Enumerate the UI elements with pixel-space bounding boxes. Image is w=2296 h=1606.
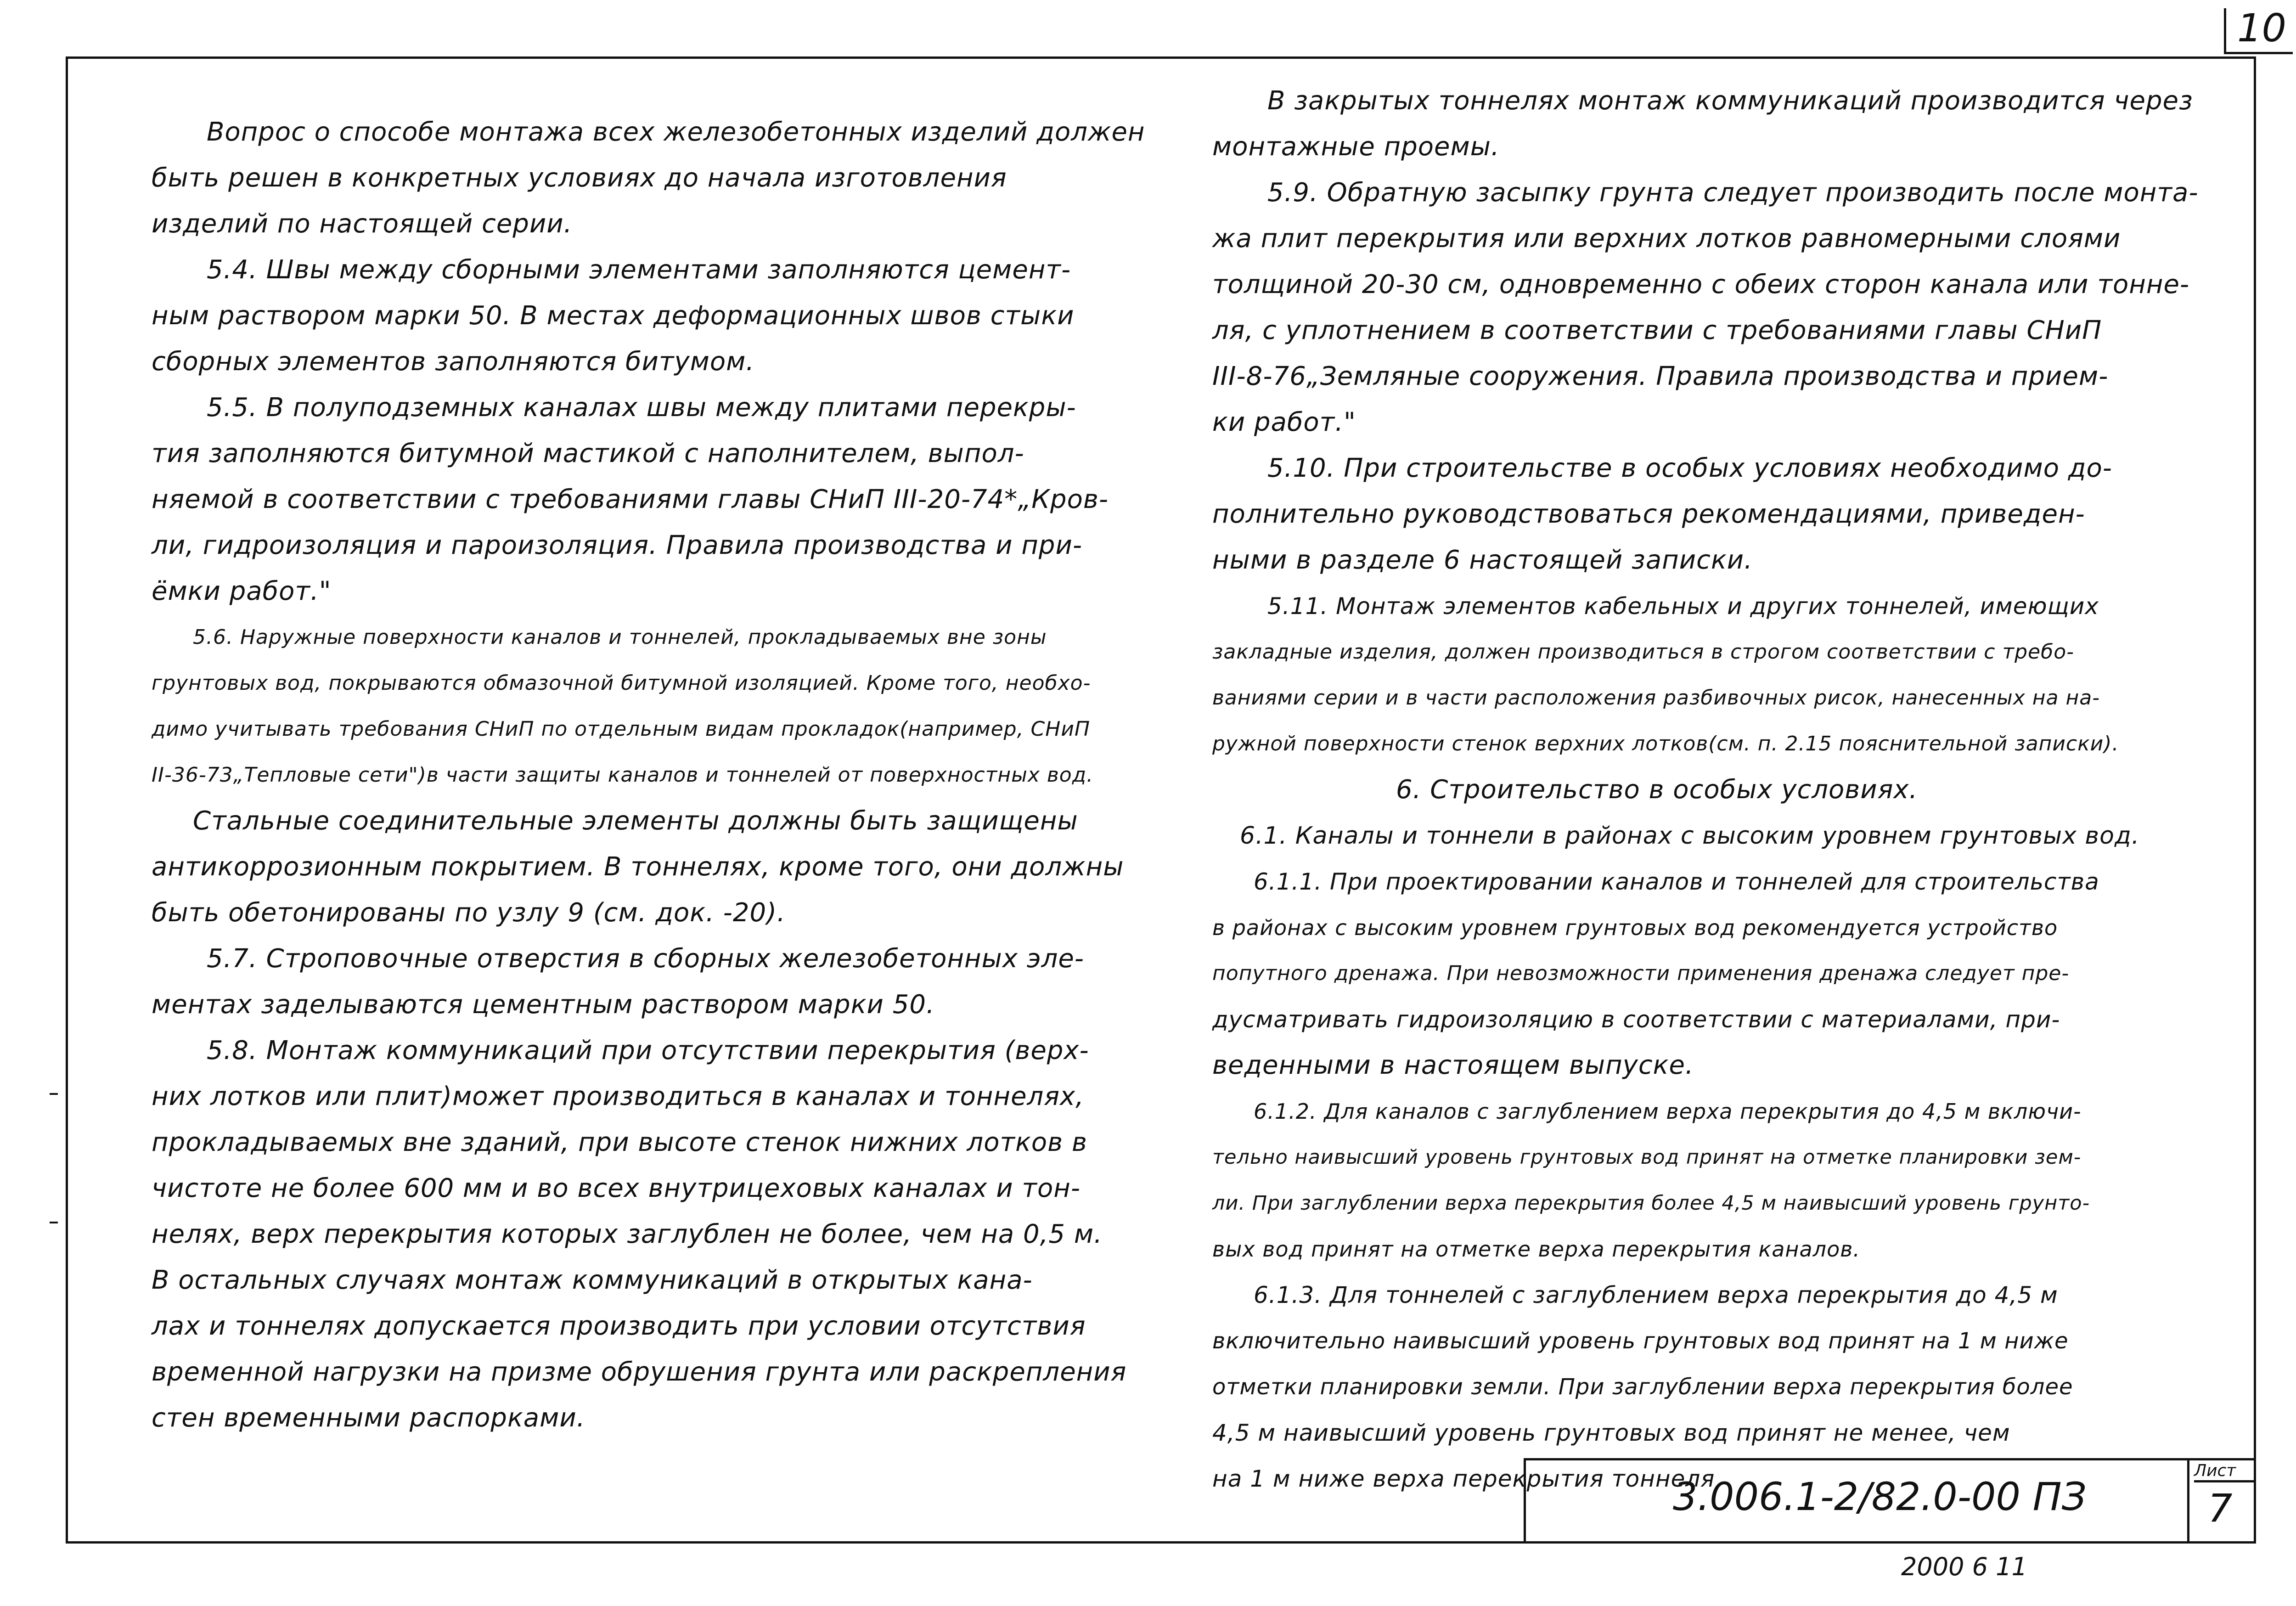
text-line: толщиной 20-30 см, одновременно с обеих сторон канала или тонне- [1212, 270, 2190, 299]
title-block [1524, 1458, 2256, 1544]
text-line: в районах с высоким уровнем грунтовых вод рекомендуется устройство [1212, 915, 2058, 940]
text-line: 6.1.2. Для каналов с заглублением верха перекрытия до 4,5 м включи- [1254, 1099, 2082, 1124]
section-heading: 6. Строительство в особых условиях. [1396, 775, 1918, 805]
text-line: 4,5 м наивысший уровень грунтовых вод принят не менее, чем [1212, 1420, 2010, 1446]
text-line: ли, гидроизоляция и пароизоляция. Правила производства и при- [152, 530, 1083, 560]
text-line: монтажные проемы. [1212, 132, 1500, 162]
left-text-column [152, 109, 1162, 1441]
text-line: няемой в соответствии с требованиями главы СНиП III-20-74*„Кров- [152, 485, 1109, 514]
sheet-number-box [2224, 8, 2293, 54]
text-line: изделий по настоящей серии. [152, 209, 573, 239]
text-line: 5.10. При строительстве в особых условиях необходимо до- [1267, 453, 2112, 483]
text-line: 6.1.3. Для тоннелей с заглублением верха перекрытия до 4,5 м [1254, 1282, 2058, 1308]
text-line: 5.7. Строповочные отверстия в сборных железобетонных эле- [207, 944, 1085, 974]
text-line: попутного дренажа. При невозможности применения дренажа следует пре- [1212, 962, 2070, 985]
text-line: 5.6. Наружные поверхности каналов и тоннелей, прокладываемых вне зоны [193, 625, 1047, 649]
text-line: ли. При заглублении верха перекрытия более 4,5 м наивысший уровень грунто- [1212, 1192, 2090, 1215]
text-line: включительно наивысший уровень грунтовых вод принят на 1 м ниже [1212, 1328, 2069, 1354]
text-line: 5.5. В полуподземных каналах швы между плитами перекры- [207, 393, 1076, 423]
text-line: димо учитывать требования СНиП по отдельным видам прокладок(например, СНиП [152, 717, 1091, 741]
text-line: них лотков или плит)может производиться в каналах и тоннелях, [152, 1082, 1084, 1111]
text-line: В остальных случаях монтаж коммуникаций в открытых кана- [152, 1265, 1033, 1295]
text-line: ваниями серии и в части расположения разбивочных рисок, нанесенных на на- [1212, 686, 2100, 710]
text-line: 5.9. Обратную засыпку грунта следует производить после монта- [1267, 178, 2199, 208]
text-line: 5.8. Монтаж коммуникаций при отсутствии перекрытия (верх- [207, 1036, 1089, 1065]
text-line: на 1 м ниже верха перекрытия тоннеля [1212, 1465, 1715, 1492]
text-line: отметки планировки земли. При заглублении верха перекрытия более [1212, 1374, 2073, 1400]
text-line: сборных элементов заполняются битумом. [152, 347, 755, 377]
text-line: ментах заделываются цементным раствором марки 50. [152, 990, 935, 1020]
text-line: жа плит перекрытия или верхних лотков равномерными слоями [1212, 224, 2121, 254]
text-line: веденными в настоящем выпуске. [1212, 1050, 1694, 1080]
text-line: грунтовых вод, покрываются обмазочной битумной изоляцией. Кроме того, необхо- [152, 671, 1091, 695]
sheet-value: 7 [2208, 1486, 2233, 1531]
text-line: нелях, верх перекрытия которых заглублен не более, чем на 0,5 м. [152, 1219, 1103, 1249]
text-line: В закрытых тоннелях монтаж коммуникаций производится через [1267, 86, 2193, 116]
text-line: тельно наивысший уровень грунтовых вод принят на отметке планировки зем- [1212, 1146, 2082, 1169]
subsection-heading: 6.1. Каналы и тоннели в районах с высоким уровнем грунтовых вод. [1240, 822, 2140, 850]
text-line: 5.11. Монтаж элементов кабельных и других тоннелей, имеющих [1267, 593, 2099, 620]
text-line: ёмки работ." [152, 576, 332, 606]
sheet-label: Лист [2194, 1461, 2254, 1482]
text-line: полнительно руководствоваться рекомендациями, приведен- [1212, 499, 2085, 529]
margin-tick [50, 1222, 58, 1223]
text-line: Стальные соединительные элементы должны быть защищены [193, 806, 1078, 836]
text-line: быть обетонированы по узлу 9 (см. док. -20). [152, 898, 786, 928]
text-line: быть решен в конкретных условиях до начала изготовления [152, 163, 1007, 193]
text-line: ки работ." [1212, 407, 1356, 437]
text-line: прокладываемых вне зданий, при высоте стенок нижних лотков в [152, 1127, 1087, 1157]
text-line: ными в разделе 6 настоящей записки. [1212, 545, 1753, 575]
document-code: 3.006.1-2/82.0-00 ПЗ [1673, 1474, 2087, 1519]
text-line: ля, с уплотнением в соответствии с требованиями главы СНиП [1212, 316, 2102, 345]
sheet-number: 10 [2237, 6, 2286, 51]
text-line: тия заполняются битумной мастикой с наполнителем, выпол- [152, 439, 1024, 468]
text-line: чистоте не более 600 мм и во всех внутрицеховых каналах и тон- [152, 1173, 1081, 1203]
text-line: лах и тоннелях допускается производить при условии отсутствия [152, 1311, 1086, 1341]
text-line: стен временными распорками. [152, 1403, 585, 1433]
text-line: вых вод принят на отметке верха перекрытия каналов. [1212, 1237, 1860, 1262]
text-line: 6.1.1. При проектировании каналов и тоннелей для строительства [1254, 868, 2099, 895]
text-line: дусматривать гидроизоляцию в соответствии с материалами, при- [1212, 1006, 2060, 1033]
sheet-cell [2187, 1460, 2256, 1544]
text-line: закладные изделия, должен производиться в строгом соответствии с требо- [1212, 640, 2075, 664]
text-line: III-8-76„Земляные сооружения. Правила производства и прием- [1212, 361, 2109, 391]
text-line: ным раствором марки 50. В местах деформационных швов стыки [152, 301, 1075, 331]
text-line: ружной поверхности стенок верхних лотков(см. п. 2.15 пояснительной записки). [1212, 732, 2119, 755]
right-text-column [1212, 78, 2223, 1502]
text-line: 5.4. Швы между сборными элементами заполняются цемент- [207, 255, 1071, 285]
margin-tick [50, 1093, 58, 1095]
text-line: Вопрос о способе монтажа всех железобетонных изделий должен [207, 117, 1145, 147]
text-line: II-36-73„Тепловые сети")в части защиты каналов и тоннелей от поверхностных вод. [152, 763, 1094, 787]
text-line: антикоррозионным покрытием. В тоннелях, кроме того, они должны [152, 852, 1124, 882]
text-line: временной нагрузки на призме обрушения грунта или раскрепления [152, 1357, 1127, 1387]
footer-mark: 2000 6 11 [1901, 1552, 2027, 1581]
